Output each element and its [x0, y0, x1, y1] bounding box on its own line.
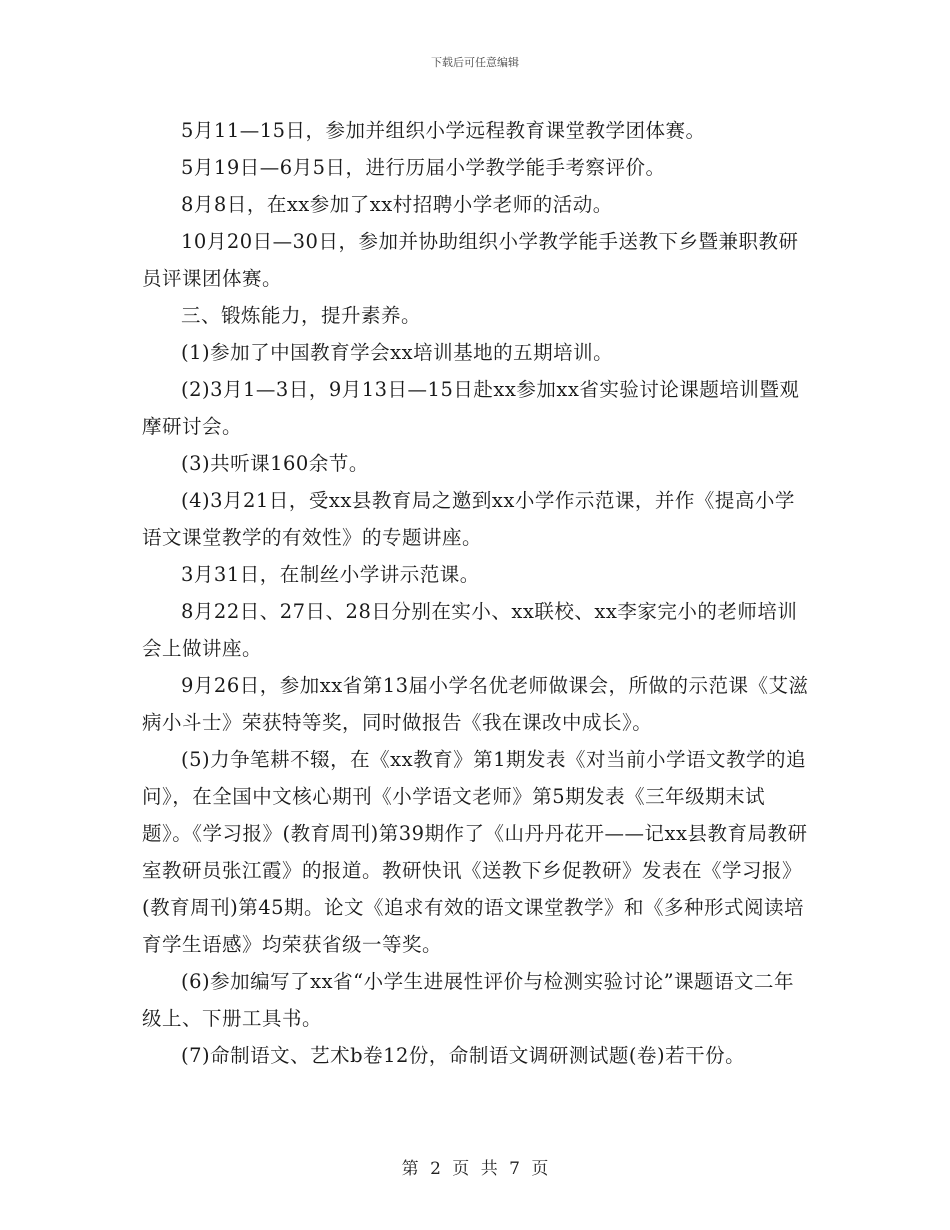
paragraph-sub-2: 8月22日、27日、28日分别在实小、xx联校、xx李家完小的老师培训会上做讲座。 — [142, 600, 798, 660]
paragraph-item-6: (6)参加编写了xx省“小学生进展性评价与检测实验讨论”课题语文二年级上、下册工具书。 — [142, 970, 795, 1030]
paragraph-sub-1: 3月31日，在制丝小学讲示范课。 — [181, 563, 480, 586]
paragraph-sub-3: 9月26日，参加xx省第13届小学名优老师做课会，所做的示范课《艾滋病小斗士》荣获特等奖，同时做报告《我在课改中成长》。 — [142, 674, 809, 734]
paragraph-item-1: (1)参加了中国教育学会xx培训基地的五期培训。 — [181, 341, 614, 364]
page-number: 第 2 页 共 7 页 — [401, 1159, 549, 1179]
paragraph-1: 5月11—15日，参加并组织小学远程教育课堂教学团体赛。 — [181, 119, 706, 142]
paragraph-item-5: (5)力争笔耕不辍，在《xx教育》第1期发表《对当前小学语文教学的追问》，在全国中文核心期刊《小学语文老师》第5期发表《三年级期末试题》。《学习报》(教育周刊)第39期作了《山丹丹花开——记xx县教育局教研室教研员张江霞》的报道。教研快讯《送教下乡促教研》发表在《学习报》(教育周刊)第45期。论文《追求有效的语文课堂教学》和《多种形式阅读培育学生语感》均荣获省级一等奖。 — [142, 748, 808, 956]
paragraph-item-2: (2)3月1—3日，9月13日—15日赴xx参加xx省实验讨论课题培训暨观摩研讨会。 — [142, 378, 800, 438]
document-body — [142, 112, 812, 1074]
paragraph-3: 8月8日，在xx参加了xx村招聘小学老师的活动。 — [181, 193, 613, 216]
paragraph-item-3: (3)共听课160余节。 — [181, 452, 369, 475]
paragraph-4: 10月20日—30日，参加并协助组织小学教学能手送教下乡暨兼职教研员评课团体赛。 — [142, 230, 799, 290]
paragraph-2: 5月19日—6月5日，进行历届小学教学能手考察评价。 — [181, 156, 666, 179]
section-heading: 三、锻炼能力，提升素养。 — [181, 304, 422, 327]
paragraph-item-7: (7)命制语文、艺术b卷12份，命制语文调研测试题(卷)若干份。 — [181, 1044, 746, 1067]
paragraph-item-4: (4)3月21日，受xx县教育局之邀到xx小学作示范课，并作《提高小学语文课堂教学的有效性》的专题讲座。 — [142, 489, 795, 549]
page-header: 下载后可任意编辑 — [431, 56, 519, 69]
